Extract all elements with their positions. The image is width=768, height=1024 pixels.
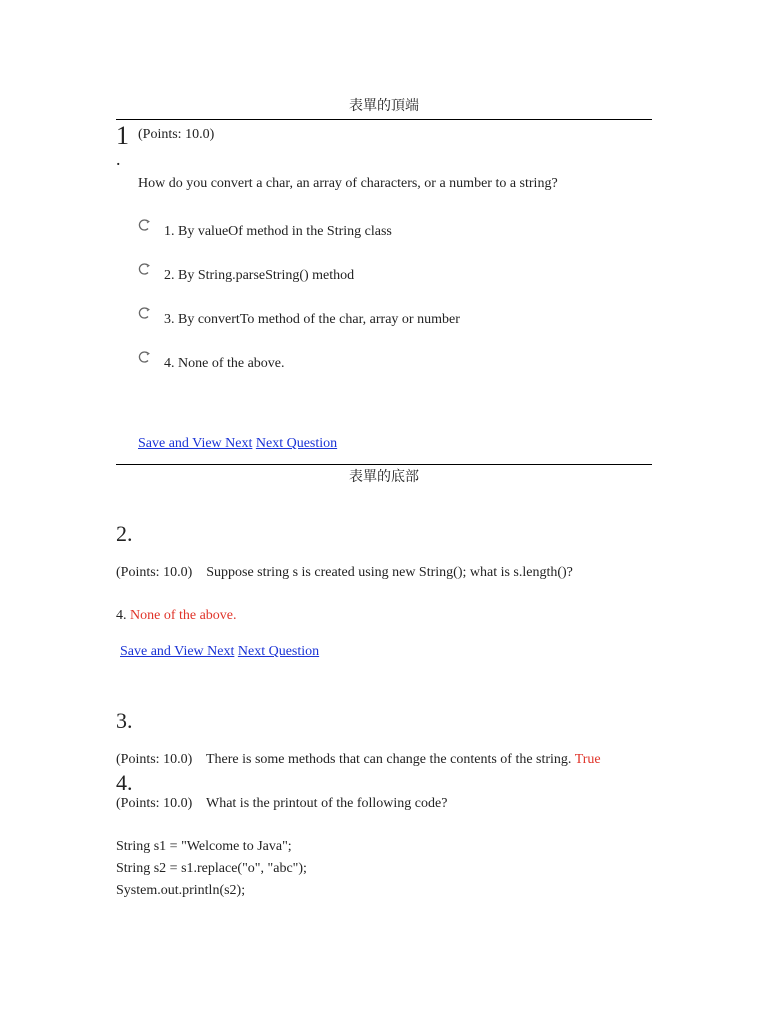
radio-option-3-icon[interactable] — [137, 306, 151, 320]
question-1-dot: . — [116, 149, 121, 169]
question-2-answer: None of the above. — [130, 608, 237, 623]
option-1-label[interactable]: 1. By valueOf method in the String class — [164, 224, 392, 239]
q2-next-question-link[interactable]: Next Question — [237, 644, 320, 659]
option-2-label[interactable]: 2. By String.parseString() method — [164, 268, 355, 283]
code-line-3: System.out.println(s2); — [116, 883, 246, 898]
question-2-points: (Points: 10.0) — [116, 565, 193, 580]
next-question-link[interactable]: Next Question — [255, 436, 338, 451]
option-3-label[interactable]: 3. By convertTo method of the char, array or number — [164, 312, 460, 327]
question-4-number: 4. — [116, 770, 133, 795]
radio-option-2-icon[interactable] — [137, 262, 151, 276]
question-3-answer: True — [574, 752, 601, 767]
question-4-text: What is the printout of the following code? — [205, 796, 448, 811]
question-2-line — [116, 564, 573, 582]
form-bottom-rule — [116, 464, 652, 465]
code-line-2: String s2 = s1.replace("o", "abc"); — [116, 861, 307, 876]
save-and-view-next-link[interactable]: Save and View Next — [138, 436, 253, 451]
question-2-text: Suppose string s is created using new String(); what is s.length()? — [206, 565, 573, 580]
question-1-number: 1 — [116, 121, 129, 150]
question-2-answer-line — [116, 607, 237, 625]
question-3-line — [116, 751, 601, 769]
question-4-points: (Points: 10.0) — [116, 796, 193, 811]
option-4-label[interactable]: 4. None of the above. — [164, 356, 285, 371]
form-bottom-label: 表單的底部 — [349, 470, 419, 485]
question-3-number: 3. — [116, 708, 133, 733]
form-top-label: 表單的頂端 — [349, 99, 419, 114]
radio-option-4-icon[interactable] — [137, 350, 151, 364]
q2-save-and-view-next-link[interactable]: Save and View Next — [120, 644, 235, 659]
question-2-links — [120, 643, 319, 661]
radio-option-1-icon[interactable] — [137, 218, 151, 232]
question-2-number: 2. — [116, 521, 133, 546]
question-1-text: How do you convert a char, an array of characters, or a number to a string? — [138, 176, 558, 191]
form-top-rule — [116, 119, 652, 120]
question-4-line — [116, 795, 447, 813]
question-1-links — [138, 435, 337, 453]
question-3-text: There is some methods that can change the contents of the string. — [205, 752, 572, 767]
question-3-points: (Points: 10.0) — [116, 752, 193, 767]
question-2-answer-prefix: 4. — [116, 608, 127, 623]
question-1-points: (Points: 10.0) — [138, 127, 215, 142]
code-line-1: String s1 = "Welcome to Java"; — [116, 839, 292, 854]
